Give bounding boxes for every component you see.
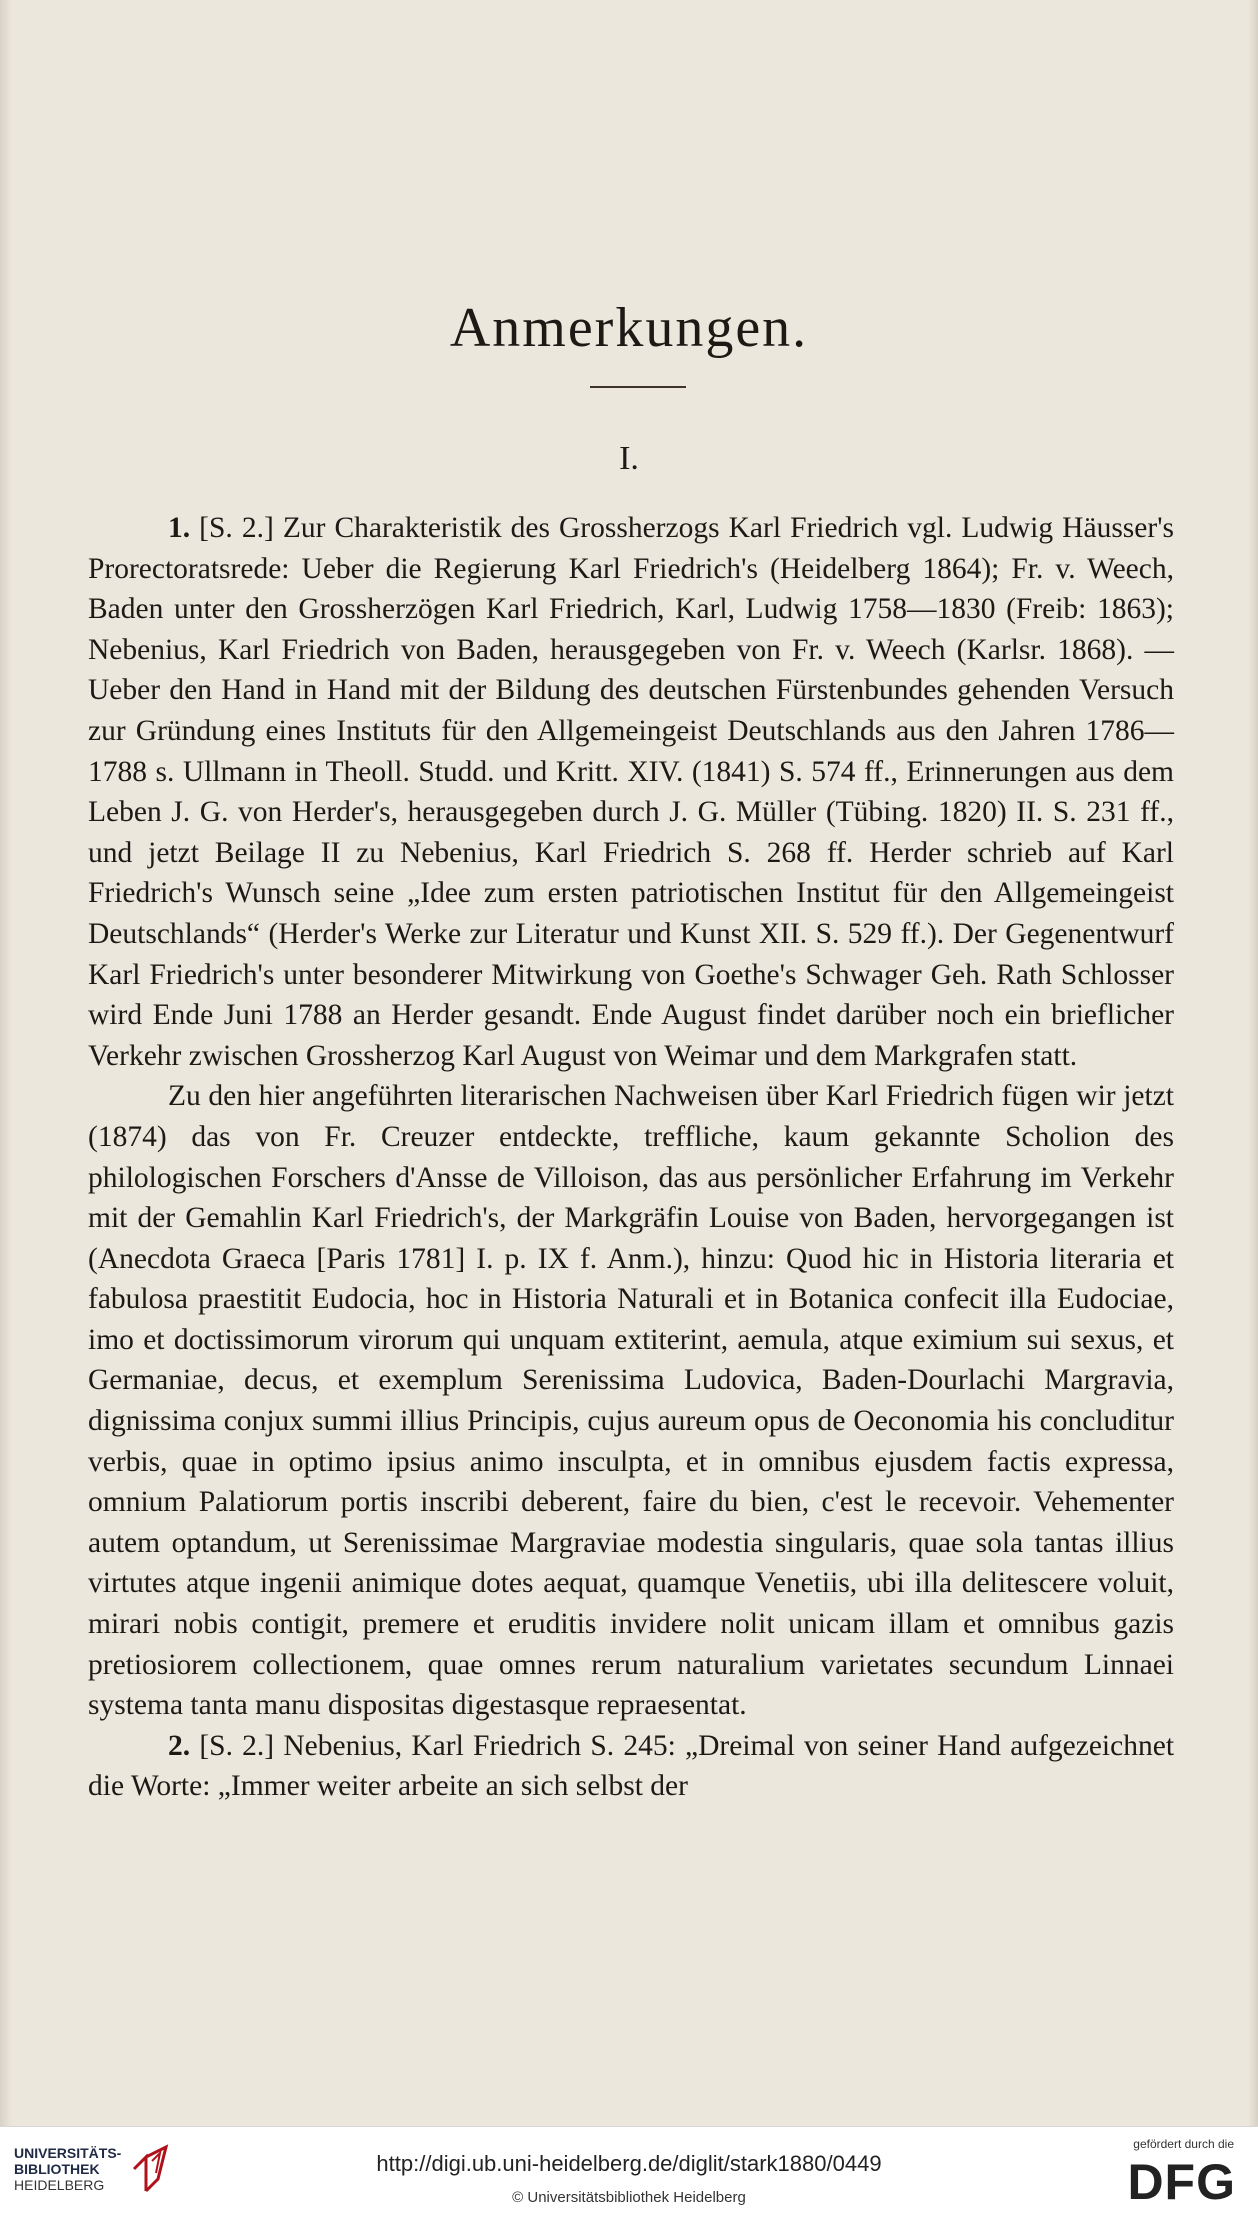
note-paragraph-1-continued <box>88 1076 1174 1726</box>
note-paragraph-2 <box>88 1726 1174 1807</box>
note-text: [S. 2.] Zur Charakteristik des Grossherzogs Karl Friedrich vgl. Ludwig Häusser's Prorectoratsrede: Ueber die Regierung Karl Friedrich's (Heidelberg 1864); Fr. v. Weech, Baden unter den Grossherzögen Karl Friedrich, Karl, Ludwig 1758—1830 (Freib: 1863); Nebenius, Karl Friedrich von Baden, herausgegeben von Fr. v. Weech (Karlsr. 1868). — Ueber den Hand in Hand mit der Bildung des deutschen Fürstenbundes gehenden Versuch zur Gründung eines Instituts für den Allgemeingeist Deutschlands aus den Jahren 1786—1788 s. Ullmann in Theoll. Studd. und Kritt. XIV. (1841) S. 574 ff., Erinnerungen aus dem Leben J. G. von Herder's, herausgegeben durch J. G. Müller (Tübing. 1820) II. S. 231 ff., und jetzt Beilage II zu Nebenius, Karl Friedrich S. 268 ff. Herder schrieb auf Karl Friedrich's Wunsch seine „Idee zum ersten patriotischen Institut für den Allgemeingeist Deutschlands“ (Herder's Werke zur Literatur und Kunst XII. S. 529 ff.). Der Gegenentwurf Karl Friedrich's unter besonderer Mitwirkung von Goethe's Schwager Geh. Rath Schlosser wird Ende Juni 1788 an Herder gesandt. Ende August findet darüber noch ein brieflicher Verkehr zwischen Grossherzog Karl August von Weimar und dem Markgrafen statt. <box>88 512 1174 1072</box>
sponsor-label: gefördert durch die <box>1133 2137 1234 2151</box>
notes-body <box>88 508 1174 1807</box>
dfg-logo[interactable]: DFG <box>1127 2154 1236 2210</box>
note-paragraph-1 <box>88 508 1174 1076</box>
note-text: [S. 2.] Nebenius, Karl Friedrich S. 245: „Dreimal von seiner Hand aufgezeichnet die Worte: „Immer weiter arbeite an sich selbst der <box>88 1729 1175 1803</box>
viewer-footer <box>0 2126 1258 2221</box>
note-number: 1. <box>168 512 191 544</box>
library-logo-line: BIBLIOTHEK <box>14 2161 100 2177</box>
title-divider <box>590 386 686 388</box>
note-text: Zu den hier angeführten literarischen Nachweisen über Karl Friedrich fügen wir jetzt (1874) das von Fr. Creuzer entdeckte, treffliche, kaum gekannte Scholion des philologischen Forschers d'Ansse de Villoison, das aus persönlicher Erfahrung im Verkehr mit der Gemahlin Karl Friedrich's, der Markgräfin Louise von Baden, hervorgegangen ist (Anecdota Graeca [Paris 1781] I. p. IX f. Anm.), hinzu: Quod hic in Historia literaria et fabulosa praestitit Eudocia, hoc in Historia Naturali et in Botanica confecit illa Eudociae, imo et doctissimorum virorum qui unquam extiterint, aemula, atque eximium sui sexus, et Germaniae, decus, et exemplum Serenissima Ludovica, Baden-Dourlachi Margravia, dignissima conjux summi illius Principis, cujus aureum opus de Oeconomia his concluditur verbis, quae in optimo ipsius animo insculpta, et in omnibus ejusdem factis expressa, omnium Palatiorum portis inscribi deberent, faire du bien, c'est le recevoir. Vehementer autem optandum, ut Serenissimae Margraviae modestia singularis, quae sola tantas illius virtutes atque ingenii animique dotes aequat, quamque Venetiis, ubi illa delitescere voluit, mirari nobis contigit, premere et eruditis invidere nolit unicam illam et omnibus gazis pretiosiorem collectionem, quae omnes rerum naturalium varietates secundum Linnaei systema tanta manu dispositas digestasque repraesentat. <box>88 1080 1174 1722</box>
library-logo-line: UNIVERSITÄTS- <box>14 2145 122 2161</box>
page-title: Anmerkungen. <box>449 297 809 359</box>
section-heading: I. <box>619 440 639 477</box>
library-logo-line: HEIDELBERG <box>14 2177 105 2193</box>
note-number: 2. <box>168 1729 191 1762</box>
permalink-url[interactable]: http://digi.ub.uni-heidelberg.de/diglit/stark1880/0449 <box>376 2151 882 2176</box>
copyright-notice: © Universitätsbibliothek Heidelberg <box>512 2189 746 2206</box>
